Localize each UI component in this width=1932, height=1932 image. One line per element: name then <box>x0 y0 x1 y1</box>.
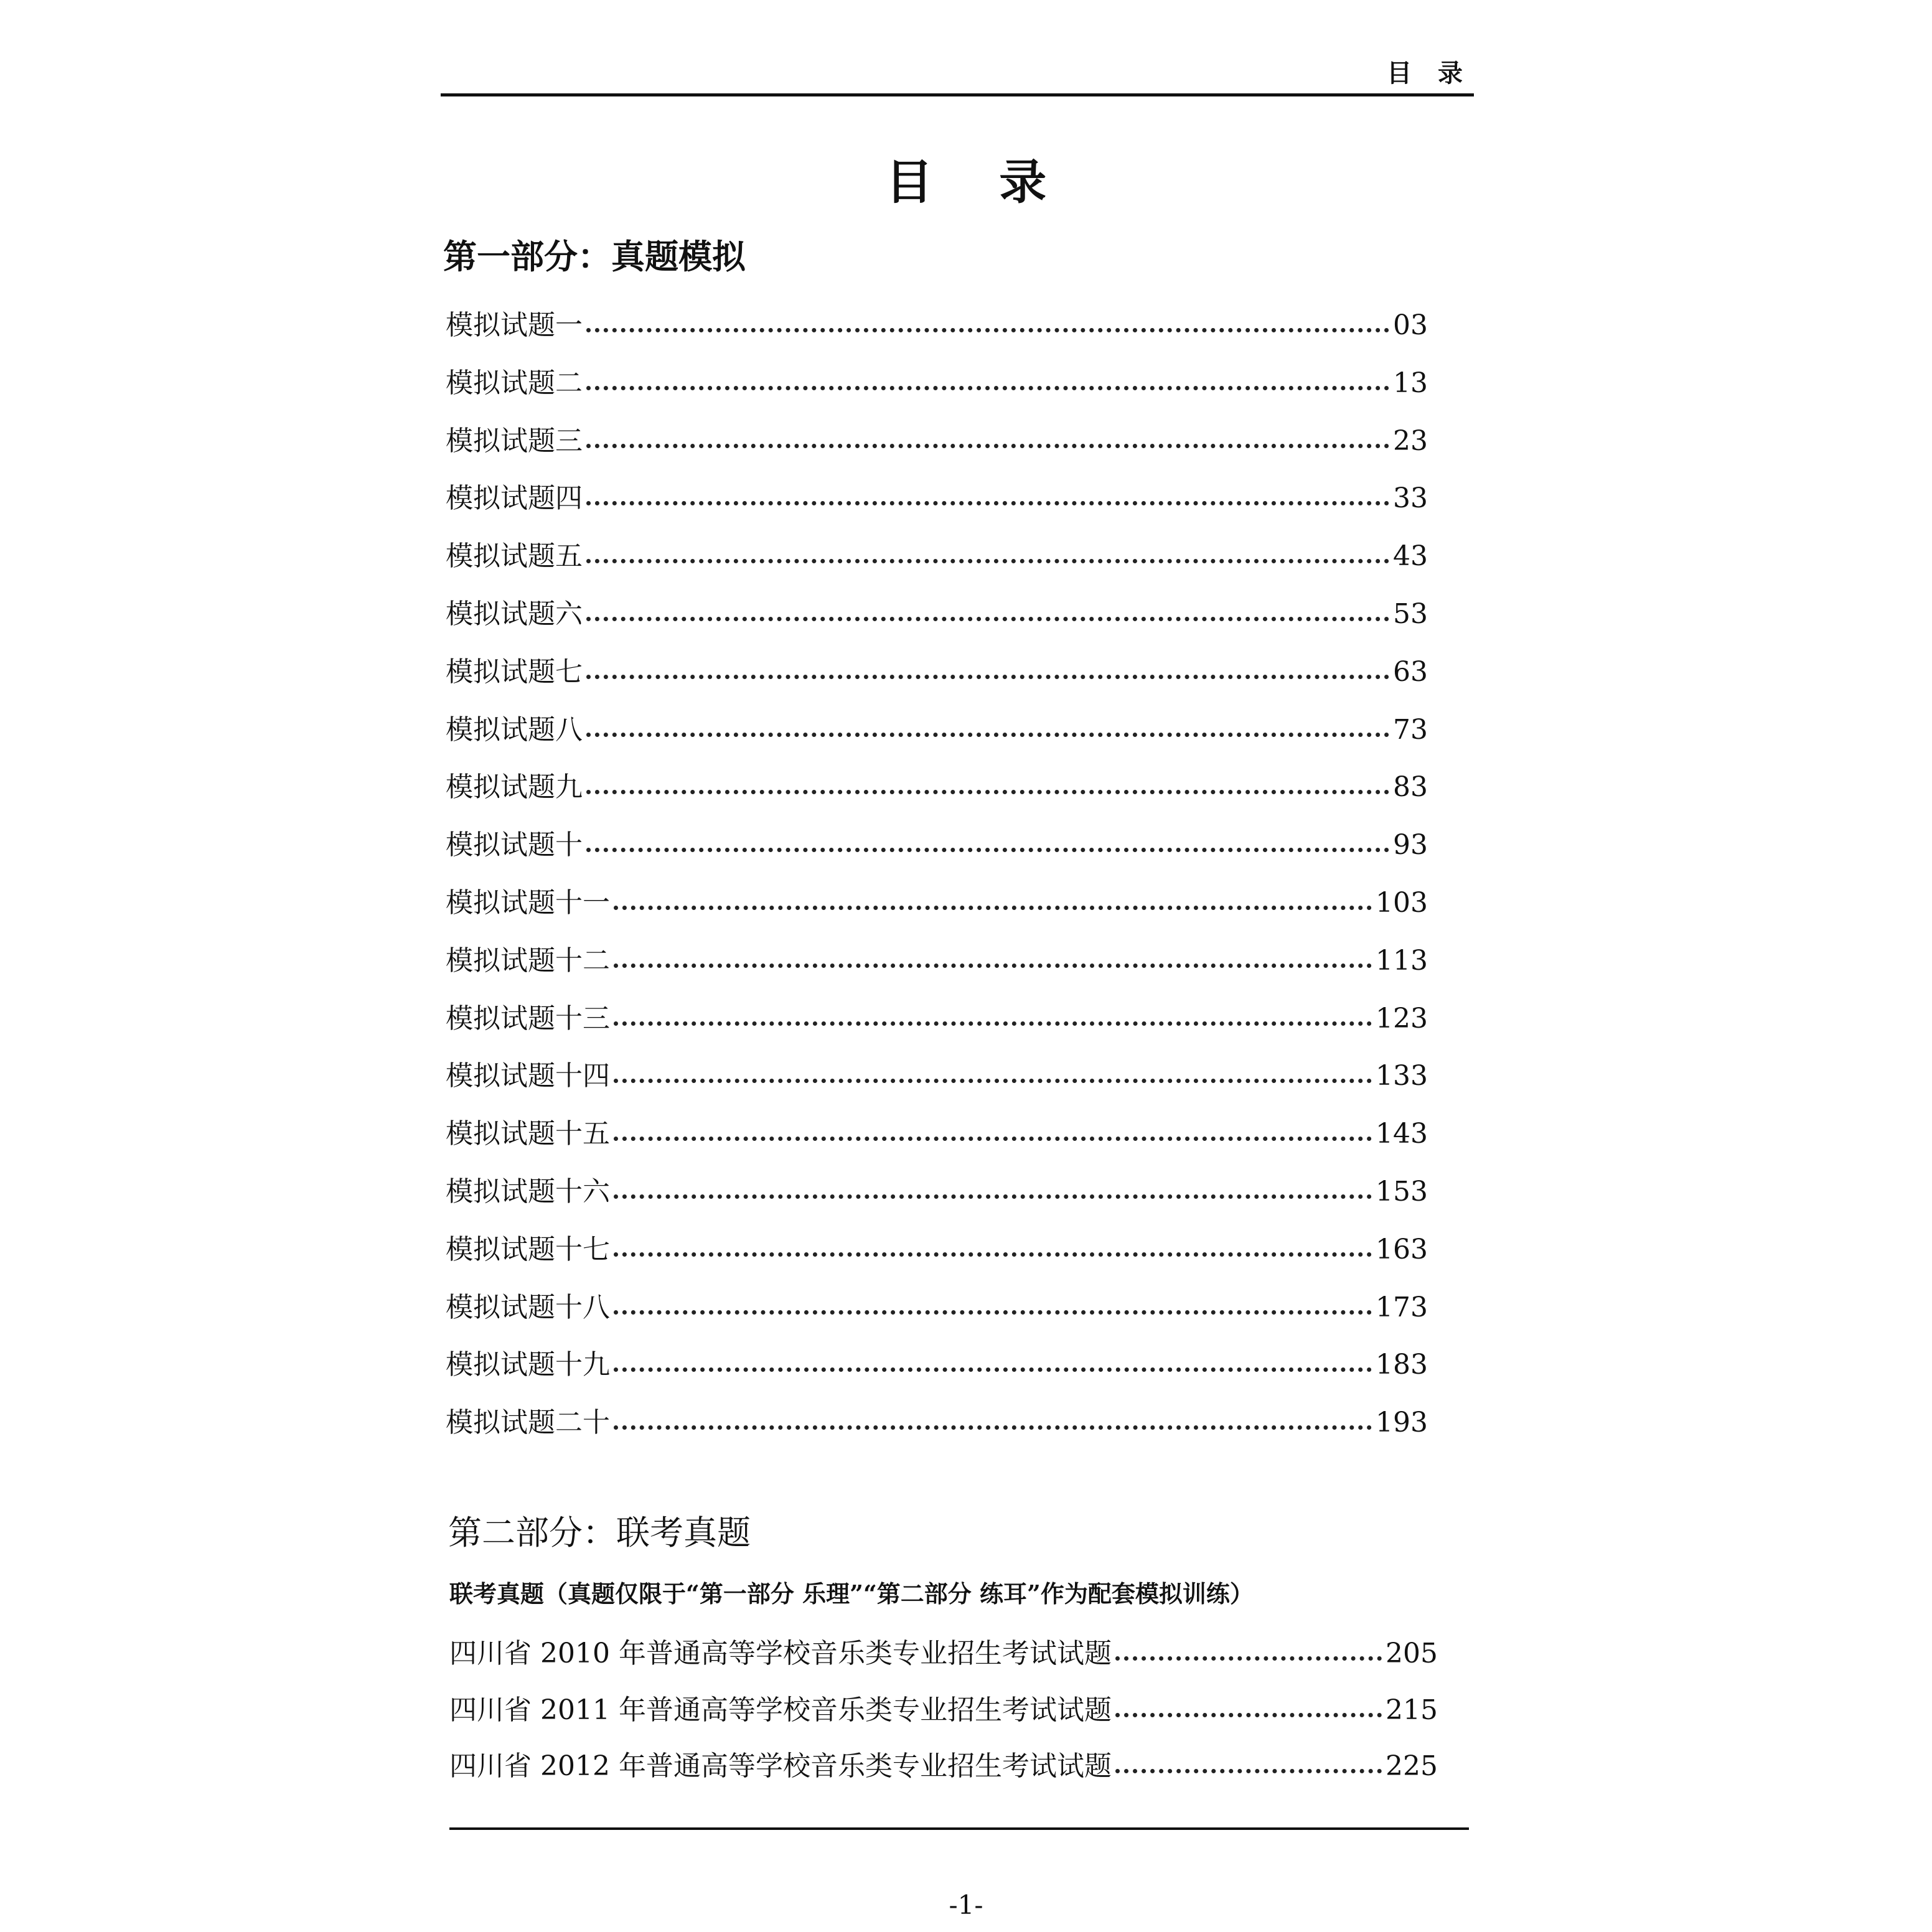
toc-entry[interactable] <box>446 360 1428 418</box>
toc-entry[interactable] <box>446 938 1428 996</box>
toc-entry[interactable] <box>446 996 1428 1054</box>
toc-page-number: 153 <box>1376 1175 1428 1208</box>
toc-label: 模拟试题十五 <box>446 1118 610 1150</box>
toc-page-number: 83 <box>1393 771 1428 804</box>
toc-label: 模拟试题十八 <box>446 1291 610 1323</box>
toc-label: 模拟试题一 <box>446 309 583 341</box>
toc-label: 模拟试题十 <box>446 829 583 861</box>
toc-page-number: 103 <box>1376 886 1428 919</box>
toc-entry[interactable] <box>449 1631 1438 1687</box>
toc-label: 模拟试题十二 <box>446 944 610 977</box>
dot-leader <box>614 964 1372 968</box>
toc-label: 四川省 2011 年普通高等学校音乐类专业招生考试试题 <box>449 1694 1112 1726</box>
dot-leader <box>586 617 1389 621</box>
dot-leader <box>586 328 1389 332</box>
toc-entry[interactable] <box>449 1687 1438 1744</box>
toc-label: 模拟试题十九 <box>446 1349 610 1381</box>
toc-page-number: 33 <box>1393 482 1428 515</box>
toc-page-number: 163 <box>1376 1233 1428 1265</box>
toc-page-number: 73 <box>1393 713 1428 746</box>
toc-label: 模拟试题十六 <box>446 1175 610 1208</box>
running-header: 目 录 <box>1387 59 1471 88</box>
toc-entry[interactable] <box>446 1053 1428 1111</box>
dot-leader <box>614 1252 1372 1257</box>
toc-label: 模拟试题十一 <box>446 886 610 919</box>
toc-label: 四川省 2010 年普通高等学校音乐类专业招生考试试题 <box>449 1638 1112 1669</box>
toc-label: 模拟试题四 <box>446 482 583 515</box>
part2-toc-list <box>449 1631 1438 1800</box>
dot-leader <box>1115 1656 1382 1661</box>
toc-page-number: 03 <box>1393 309 1428 341</box>
toc-entry[interactable] <box>446 1342 1428 1400</box>
toc-page-number: 205 <box>1386 1638 1438 1669</box>
dot-leader <box>586 501 1389 505</box>
dot-leader <box>1115 1769 1382 1773</box>
part1-heading: 第一部分：真题模拟 <box>443 237 746 276</box>
toc-page-number: 23 <box>1393 424 1428 457</box>
toc-label: 模拟试题八 <box>446 713 583 746</box>
toc-entry[interactable] <box>446 1169 1428 1227</box>
toc-page-number: 43 <box>1393 540 1428 573</box>
part2-heading: 第二部分：联考真题 <box>448 1513 751 1552</box>
toc-label: 四川省 2012 年普通高等学校音乐类专业招生考试试题 <box>449 1750 1112 1782</box>
dot-leader <box>586 386 1389 390</box>
dot-leader <box>586 848 1389 852</box>
page-title: 目 录 <box>885 154 1072 210</box>
toc-entry[interactable] <box>449 1743 1438 1800</box>
dot-leader <box>1115 1713 1382 1717</box>
toc-page-number: 173 <box>1376 1291 1428 1323</box>
toc-entry[interactable] <box>446 822 1428 880</box>
part2-note: 联考真题（真题仅限于“第一部分 乐理”“第二部分 练耳”作为配套模拟训练） <box>449 1580 1254 1608</box>
toc-page-number: 93 <box>1393 829 1428 861</box>
toc-page-number: 183 <box>1376 1349 1428 1381</box>
toc-label: 模拟试题五 <box>446 540 583 573</box>
toc-entry[interactable] <box>446 707 1428 765</box>
toc-page-number: 143 <box>1376 1118 1428 1150</box>
dot-leader <box>586 444 1389 448</box>
toc-page-number: 133 <box>1376 1060 1428 1092</box>
toc-label: 模拟试题十四 <box>446 1060 610 1092</box>
dot-leader <box>586 559 1389 563</box>
toc-entry[interactable] <box>446 418 1428 476</box>
toc-label: 模拟试题十三 <box>446 1002 610 1034</box>
toc-entry[interactable] <box>446 764 1428 822</box>
toc-label: 模拟试题三 <box>446 424 583 457</box>
toc-entry[interactable] <box>446 1111 1428 1169</box>
toc-label: 模拟试题七 <box>446 655 583 688</box>
toc-page-number: 113 <box>1376 944 1428 977</box>
toc-page-number: 225 <box>1386 1750 1438 1782</box>
dot-leader <box>614 1310 1372 1315</box>
page-number: -1- <box>949 1890 983 1920</box>
toc-entry[interactable] <box>446 880 1428 938</box>
toc-page-number: 193 <box>1376 1407 1428 1439</box>
toc-label: 模拟试题六 <box>446 598 583 630</box>
dot-leader <box>614 1021 1372 1026</box>
toc-entry[interactable] <box>446 1285 1428 1343</box>
dot-leader <box>614 1079 1372 1083</box>
dot-leader <box>614 1367 1372 1372</box>
footer-rule <box>449 1827 1469 1830</box>
toc-page-number: 13 <box>1393 367 1428 399</box>
dot-leader <box>586 675 1389 679</box>
toc-label: 模拟试题十七 <box>446 1233 610 1265</box>
toc-page-number: 53 <box>1393 598 1428 630</box>
toc-page-number: 215 <box>1386 1694 1438 1726</box>
toc-entry[interactable] <box>446 591 1428 649</box>
dot-leader <box>586 790 1389 794</box>
dot-leader <box>614 1137 1372 1141</box>
dot-leader <box>586 733 1389 737</box>
toc-entry[interactable] <box>446 533 1428 591</box>
toc-entry[interactable] <box>446 302 1428 360</box>
dot-leader <box>614 906 1372 910</box>
toc-label: 模拟试题九 <box>446 771 583 804</box>
toc-label: 模拟试题二十 <box>446 1407 610 1439</box>
dot-leader <box>614 1194 1372 1199</box>
header-rule <box>441 93 1474 96</box>
toc-entry[interactable] <box>446 1227 1428 1285</box>
toc-entry[interactable] <box>446 649 1428 707</box>
dot-leader <box>614 1425 1372 1430</box>
toc-entry[interactable] <box>446 1400 1428 1458</box>
toc-page-number: 123 <box>1376 1002 1428 1034</box>
part1-toc-list <box>446 302 1428 1458</box>
toc-page-number: 63 <box>1393 655 1428 688</box>
toc-entry[interactable] <box>446 476 1428 533</box>
toc-label: 模拟试题二 <box>446 367 583 399</box>
